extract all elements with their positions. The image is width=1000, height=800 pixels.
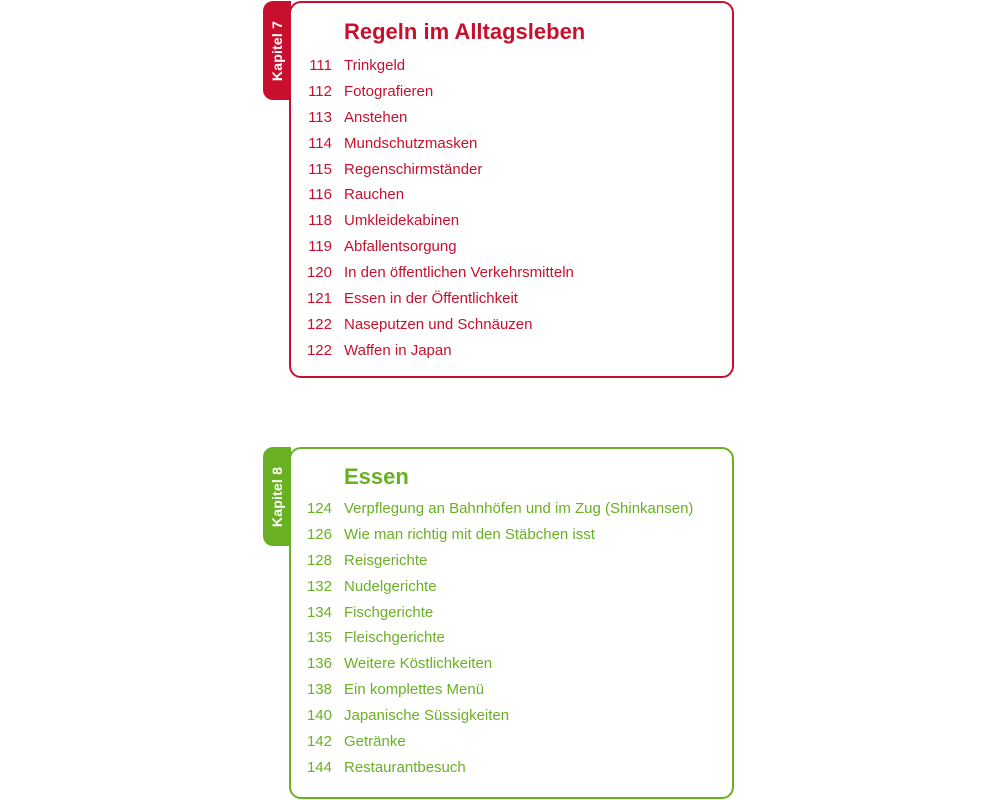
toc-entry-title: Ein komplettes Menü — [344, 681, 485, 699]
chapter-7-tab — [263, 1, 291, 100]
toc-entry-page: 132 — [306, 577, 332, 595]
toc-entry-title: Restaurantbesuch — [344, 758, 466, 776]
chapter-8-tab-label: Kapitel 8 — [269, 466, 285, 527]
toc-entry-page: 138 — [306, 681, 332, 699]
toc-entry-page: 122 — [306, 315, 332, 333]
toc-entry-page: 134 — [306, 603, 332, 621]
toc-entry-page: 113 — [308, 108, 332, 126]
toc-entry-title: Getränke — [344, 733, 406, 751]
toc-entry-page: 124 — [306, 500, 332, 517]
toc-entry-title: Japanische Süssigkeiten — [344, 707, 510, 725]
toc-entry-page: 119 — [308, 238, 332, 256]
toc-entry-page: 135 — [306, 629, 332, 647]
toc-entry-title: Nudelgerichte — [344, 577, 437, 595]
toc-entry-page: 126 — [306, 525, 332, 543]
chapter-7-tab-label: Kapitel 7 — [269, 20, 285, 81]
toc-entry-page: 121 — [306, 290, 332, 308]
chapter-8-tab — [263, 447, 291, 546]
toc-entry-title: Trinkgeld — [344, 57, 406, 74]
toc-entry-page: 118 — [308, 212, 332, 230]
toc-entry-page: 122 — [306, 341, 332, 359]
toc-entry-title: Waffen in Japan — [344, 341, 452, 359]
toc-entry-title: In den öffentlichen Verkehrsmitteln — [344, 264, 574, 282]
toc-entry-title: Fleischgerichte — [344, 629, 445, 647]
toc-entry-title: Abfallentsorgung — [344, 238, 457, 256]
toc-entry-page: 115 — [308, 160, 332, 178]
toc-entry-title: Mundschutzmasken — [344, 134, 478, 152]
toc-entry-page: 112 — [308, 82, 332, 100]
toc-entry-page: 111 — [309, 57, 332, 74]
toc-entry-title: Reisgerichte — [344, 551, 428, 569]
toc-entry-title: Naseputzen und Schnäuzen — [344, 315, 533, 333]
toc-entry-page: 128 — [306, 551, 332, 569]
toc-entry-page: 116 — [308, 186, 332, 204]
toc-entry-title: Regenschirmständer — [344, 160, 483, 178]
toc-entry-page: 140 — [306, 707, 332, 725]
chapter-8-title: Essen — [344, 464, 409, 489]
chapter-8-box — [289, 447, 734, 799]
toc-entry-title: Essen in der Öffentlichkeit — [344, 290, 518, 308]
toc-entry-page: 114 — [308, 134, 332, 152]
toc-entry-page: 144 — [306, 758, 332, 776]
chapter-7-title: Regeln im Alltagsleben — [344, 19, 586, 44]
toc-entry-title: Wie man richtig mit den Stäbchen isst — [344, 525, 595, 543]
toc-entry-page: 136 — [306, 655, 332, 673]
toc-entry-title: Umkleidekabinen — [344, 212, 460, 230]
chapter-7-box — [289, 1, 734, 378]
toc-entry-page: 120 — [306, 264, 332, 282]
toc-entry-title: Fotografieren — [344, 82, 434, 100]
toc-entry-page: 142 — [306, 733, 332, 751]
toc-entry-title: Weitere Köstlichkeiten — [344, 655, 493, 673]
toc-entry-title: Fischgerichte — [344, 603, 434, 621]
toc-entry-title: Anstehen — [344, 108, 408, 126]
toc-entry-title: Rauchen — [344, 186, 405, 204]
toc-entry-title: Verpflegung an Bahnhöfen und im Zug (Shinkansen) — [344, 500, 694, 517]
